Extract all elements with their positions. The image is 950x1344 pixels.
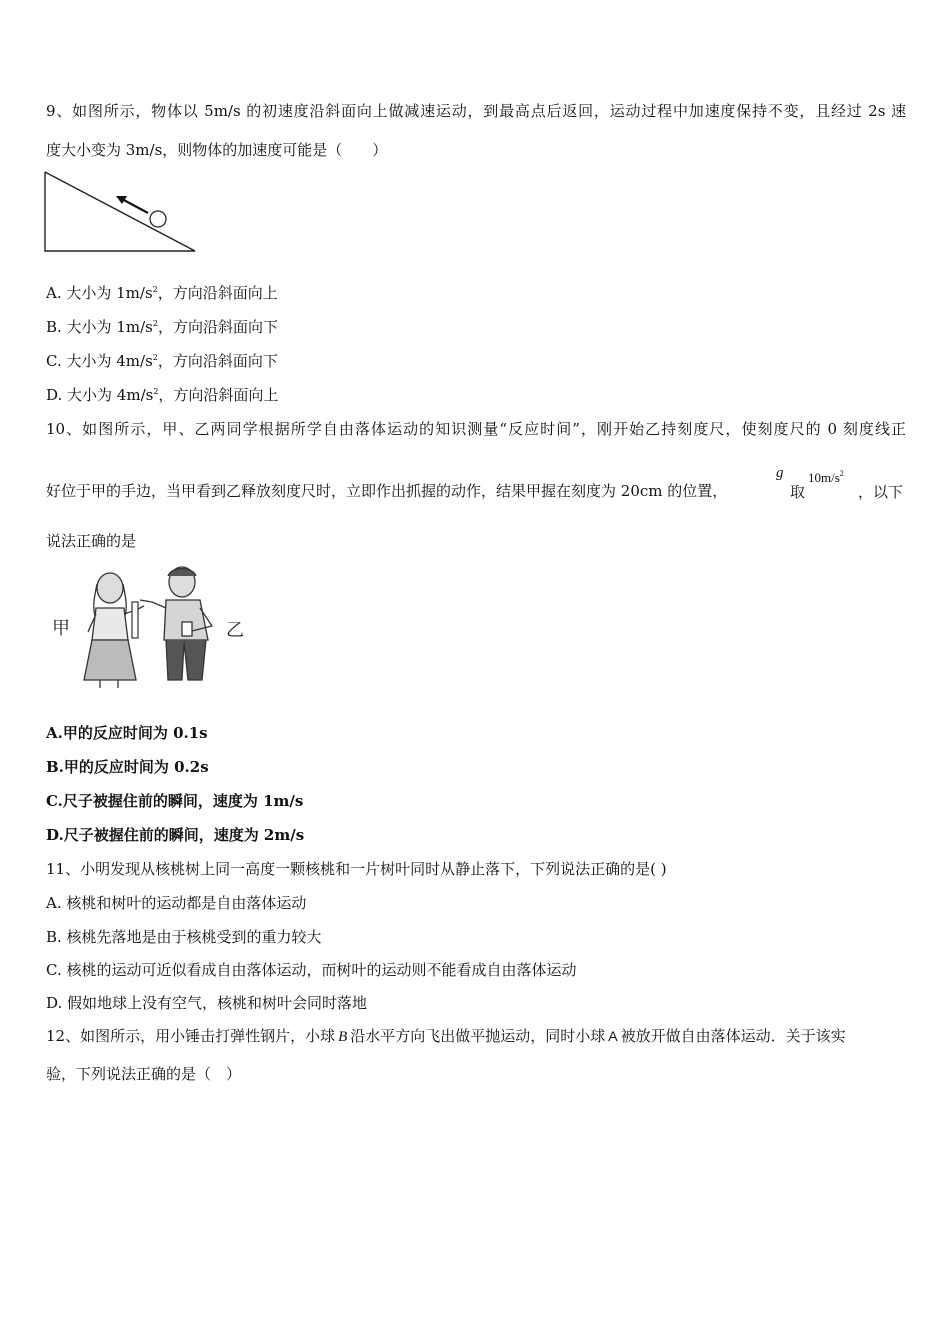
take-label: 取 <box>790 485 806 501</box>
g-symbol: g <box>776 465 784 481</box>
q10-stem-line3: 说法正确的是 <box>46 532 137 550</box>
q11-option-d[interactable]: D. 假如地球上没有空气，核桃和树叶会同时落地 <box>46 994 368 1012</box>
boy-figure <box>140 567 212 680</box>
q9-option-d[interactable]: D. 大小为 $4m/s^2$，方向沿斜面向上 <box>46 386 279 404</box>
incline-diagram <box>44 170 198 254</box>
q9-option-a[interactable]: A. 大小为 $1m/s^2$，方向沿斜面向上 <box>46 284 278 302</box>
q10-option-b[interactable]: B.甲的反应时间为 0.2s <box>46 758 209 776</box>
q10-option-a[interactable]: A.甲的反应时间为 0.1s <box>46 724 208 742</box>
reaction-time-figure <box>48 562 248 690</box>
q9-option-c[interactable]: C. 大小为 $4m/s^2$，方向沿斜面向下 <box>46 352 278 370</box>
q10-stem-line1: 10、如图所示，甲、乙两同学根据所学自由落体运动的知识测量“反应时间”，刚开始乙持刻度尺，使刻度尺的 0 刻度线正 <box>46 420 906 438</box>
q10-option-d[interactable]: D.尺子被握住前的瞬间，速度为 2m/s <box>46 826 305 844</box>
q11-option-a[interactable]: A. 核桃和树叶的运动都是自由落体运动 <box>46 894 307 912</box>
q11-option-b[interactable]: B. 核桃先落地是由于核桃受到的重力较大 <box>46 928 322 946</box>
ball-icon <box>150 211 166 227</box>
incline-triangle <box>45 172 195 251</box>
q10-stem-line2: 好位于甲的手边，当甲看到乙释放刻度尺时，立即作出抓握的动作，结果甲握在刻度为 20cm 的位置， <box>46 482 728 500</box>
q10-stem-line2-end: ，以下 <box>858 483 904 501</box>
q12-stem-line1: 12、如图所示，用小锤击打弹性钢片，小球 B 沿水平方向飞出做平抛运动，同时小球 A 被放开做自由落体运动．关于该实 <box>46 1027 846 1045</box>
q9-stem-line1: 9、如图所示，物体以 5m/s 的初速度沿斜面向上做减速运动，到最高点后返回，运动过程中加速度保持不变，且经过 2s 速 <box>46 102 906 120</box>
ruler-icon <box>132 602 138 638</box>
g-value: $10m/s^2$ <box>808 469 844 485</box>
q12-stem-line2: 验，下列说法正确的是（ ） <box>46 1065 242 1083</box>
q11-stem: 11、小明发现从核桃树上同一高度一颗核桃和一片树叶同时从静止落下，下列说法正确的是( ) <box>46 860 667 878</box>
label-jia: 甲 <box>52 618 70 639</box>
q9-option-b[interactable]: B. 大小为 $1m/s^2$，方向沿斜面向下 <box>46 318 278 336</box>
velocity-arrow <box>122 199 148 213</box>
q10-option-c[interactable]: C.尺子被握住前的瞬间，速度为 1m/s <box>46 792 304 810</box>
label-yi: 乙 <box>226 620 244 641</box>
q11-option-c[interactable]: C. 核桃的运动可近似看成自由落体运动，而树叶的运动则不能看成自由落体运动 <box>46 961 577 979</box>
q9-stem-line2: 度大小变为 3m/s，则物体的加速度可能是（ ） <box>46 141 388 159</box>
